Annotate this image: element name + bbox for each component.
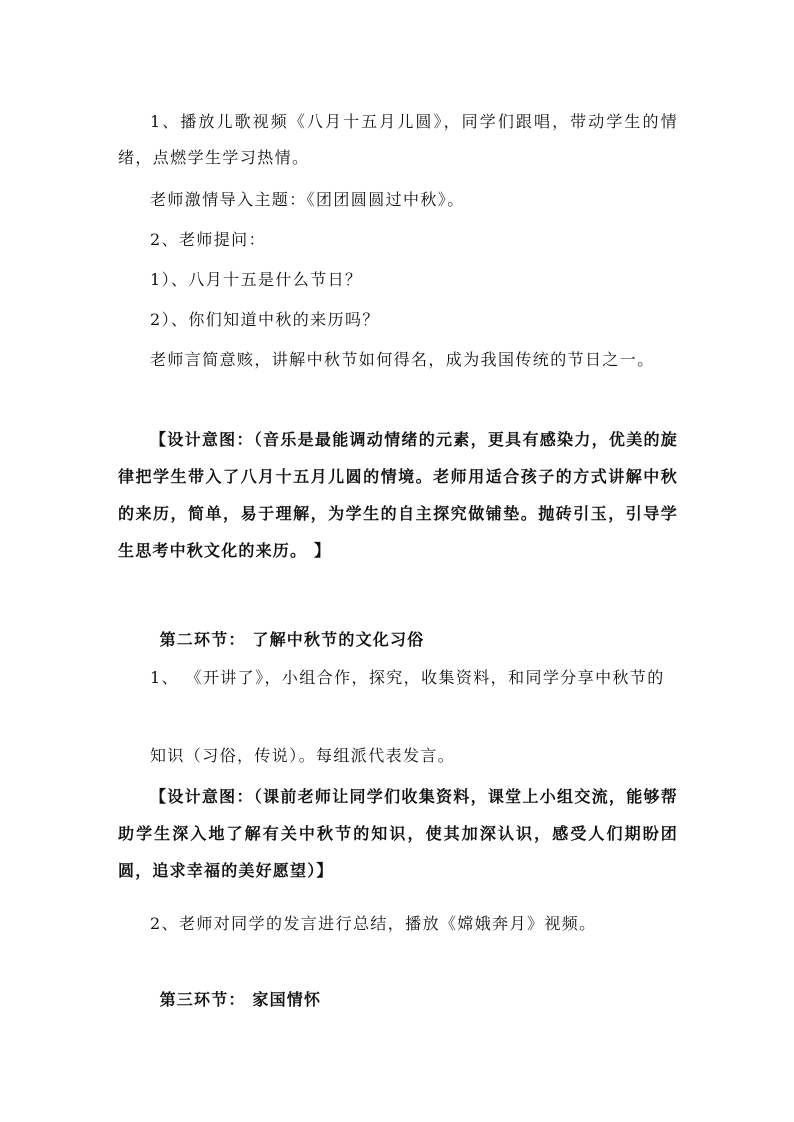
paragraph-question-1: 1）、八月十五是什么节日？ [150, 270, 363, 289]
design-intent-1: 【设计意图：（音乐是最能调动情绪的元素，更具有感染力，优美的旋律把学生带入了八月十五月儿圆的情境。老师用适合孩子的方式讲解中秋的来历，简单，易于理解，为学生的自主探究做铺垫。抛砖引玉，引导学生思考中秋文化的来历。 】 [118, 430, 678, 560]
paragraph-question-2: 2）、你们知道中秋的来历吗？ [150, 310, 380, 329]
section-heading-2: 第二环节： 了解中秋节的文化习俗 [159, 630, 425, 649]
paragraph-knowledge: 知识（习俗，传说）。每组派代表发言。 [150, 746, 456, 765]
paragraph-play-song: 1、播放儿歌视频《八月十五月儿圆》，同学们跟唱，带动学生的情绪，点燃学生学习热情。 [118, 112, 678, 167]
paragraph-intro-theme: 老师激情导入主题：《团团圆圆过中秋》。 [150, 190, 465, 209]
paragraph-summary: 2、老师对同学的发言进行总结，播放《嫦娥奔月》视频。 [150, 914, 597, 933]
section-heading-3: 第三环节： 家国情怀 [159, 990, 322, 1009]
paragraph-group-share: 1、 《开讲了》，小组合作，探究，收集资料，和同学分享中秋节的 [150, 668, 665, 687]
paragraph-teacher-explain: 老师言简意赅，讲解中秋节如何得名，成为我国传统的节日之一。 [150, 350, 655, 369]
paragraph-teacher-question: 2、老师提问： [150, 230, 266, 249]
design-intent-2: 【设计意图：（课前老师让同学们收集资料，课堂上小组交流，能够帮助学生深入地了解有关中秋节的知识，使其加深认识，感受人们期盼团圆，追求幸福的美好愿望）】 [118, 787, 678, 880]
